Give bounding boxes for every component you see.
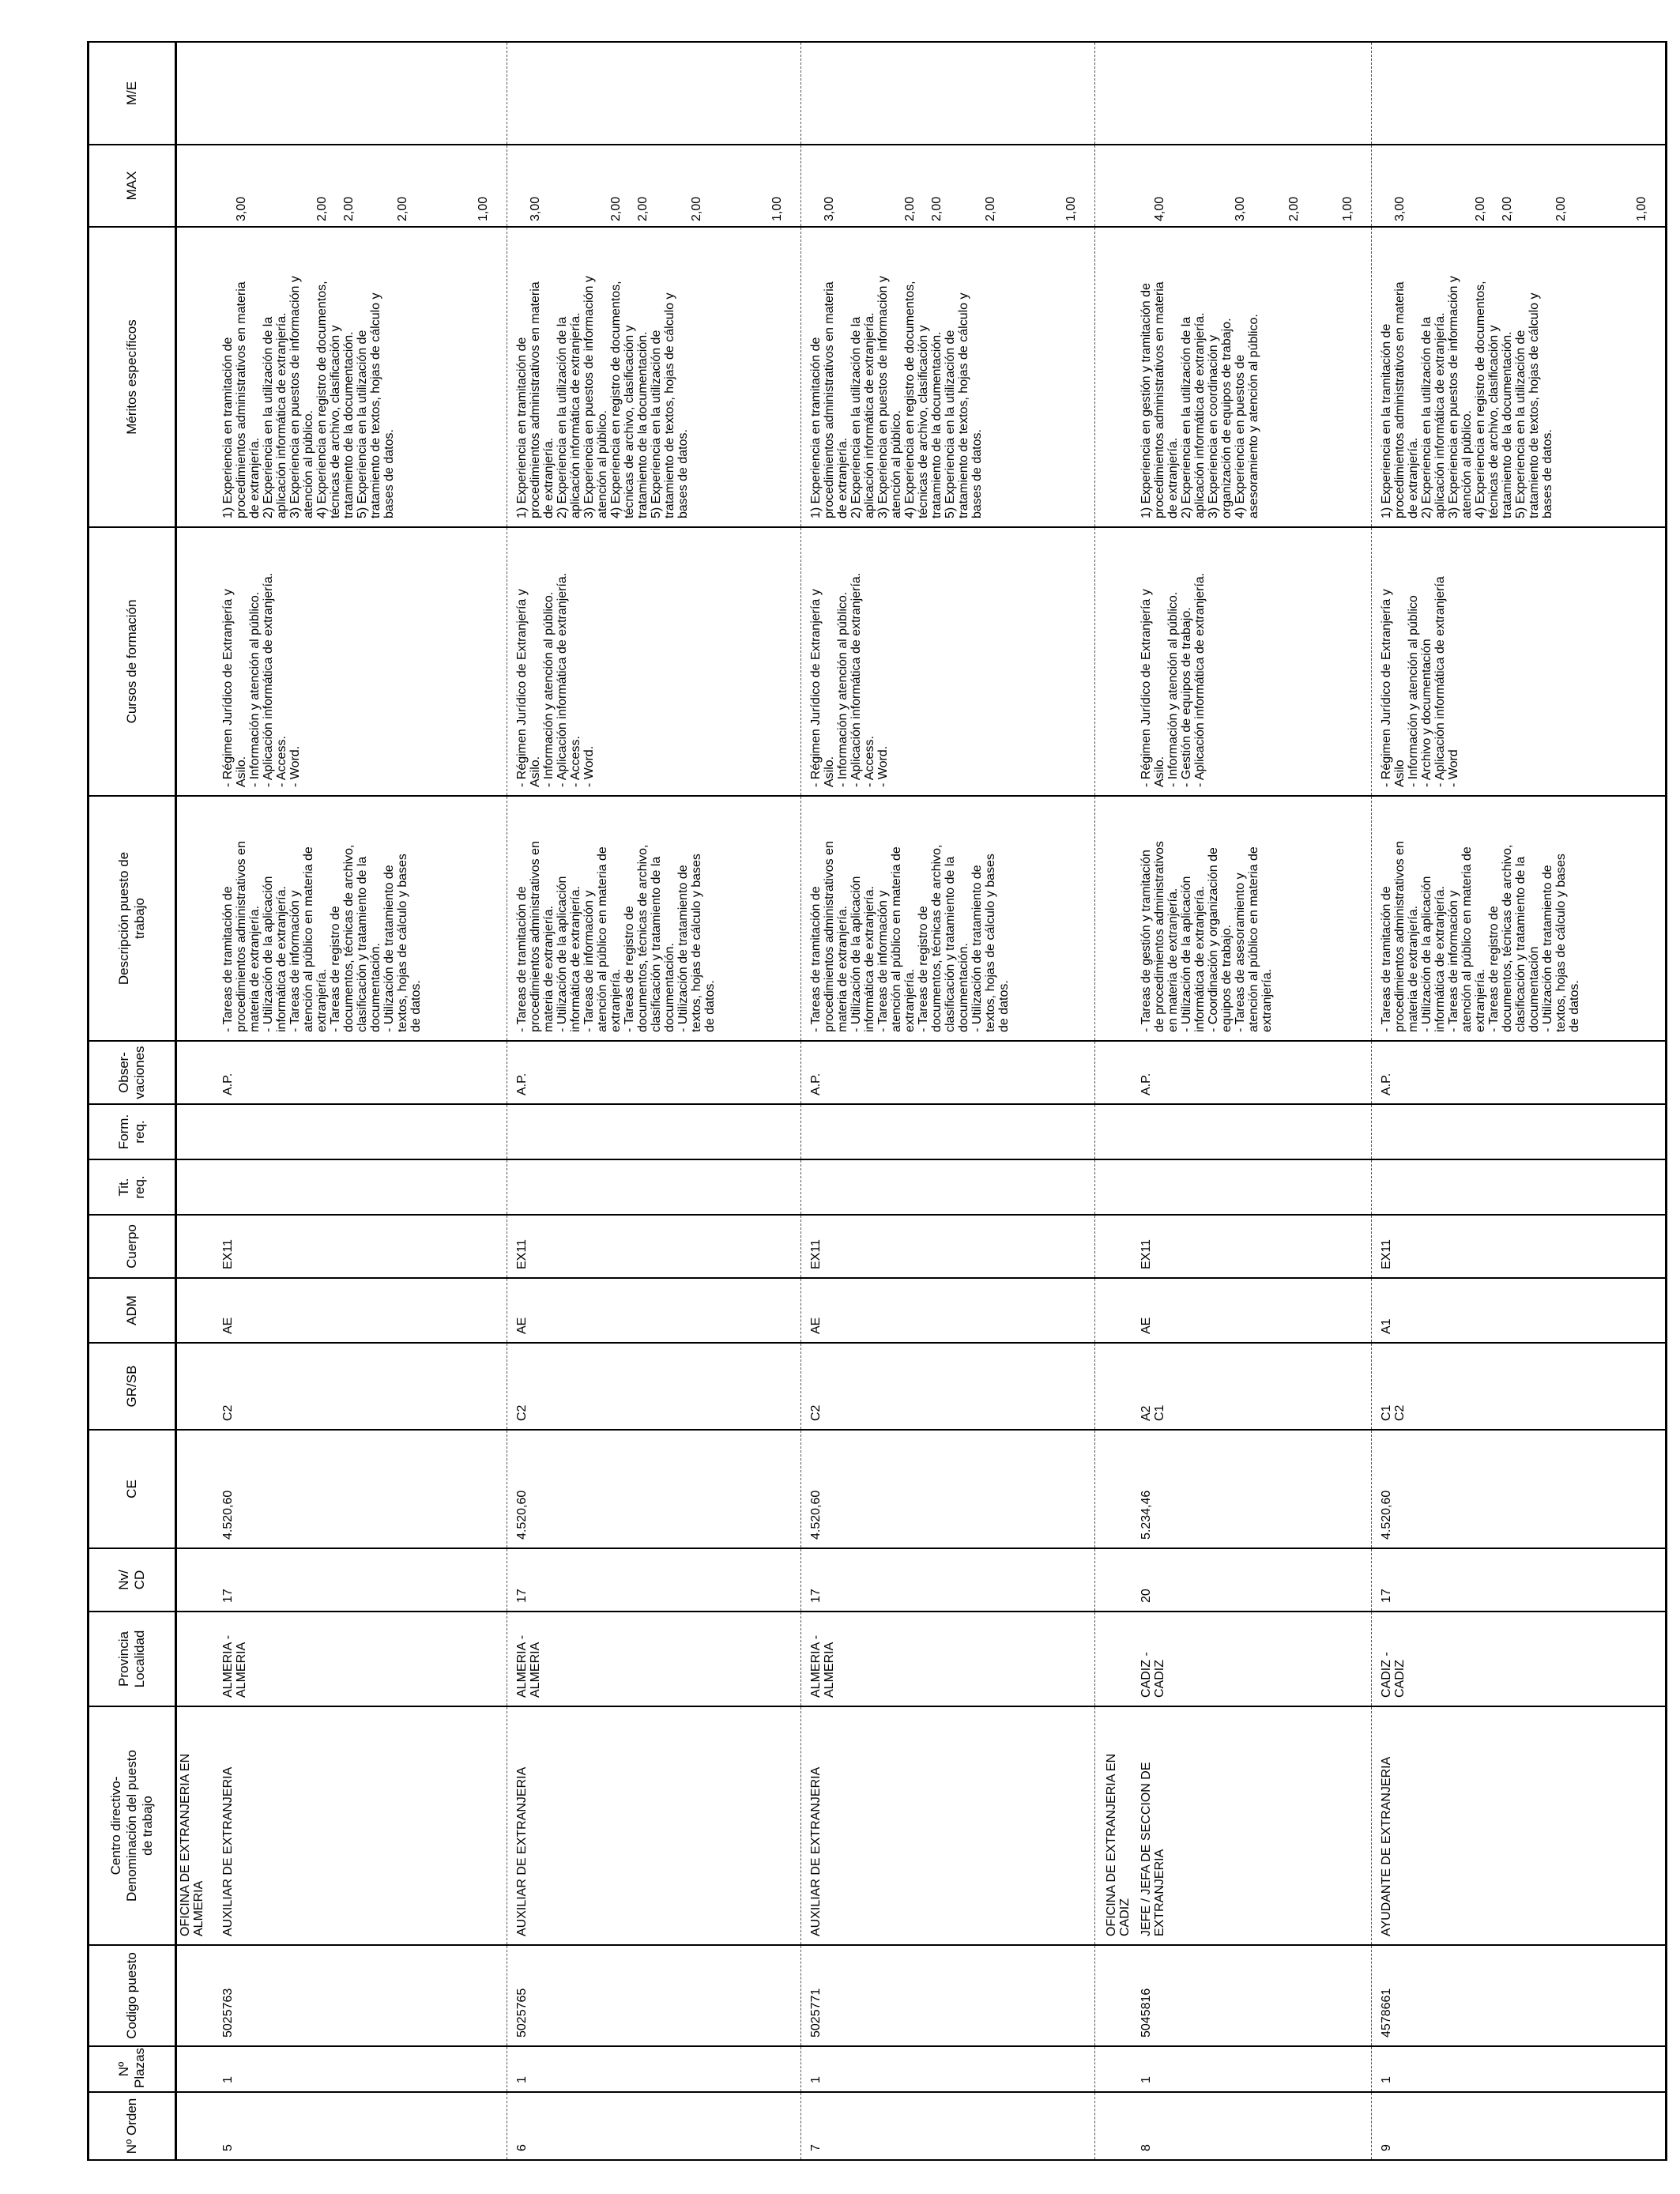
ce-cell: 4.520,60 <box>801 1430 1095 1548</box>
formacion-cell <box>507 1104 801 1159</box>
max-value <box>1011 150 1024 221</box>
header-cursos: Cursos de formación <box>89 527 176 796</box>
observaciones-cell: A.P. <box>213 1041 507 1104</box>
titulacion-cell <box>1132 1159 1372 1215</box>
max-value <box>369 150 382 221</box>
max-value <box>288 150 302 221</box>
header-orden: Nº Orden <box>89 2092 176 2160</box>
plazas-cell: 1 <box>213 2046 507 2092</box>
max-value <box>1180 150 1193 221</box>
formacion-cell <box>1372 1104 1667 1159</box>
orden-cell: 9 <box>1372 2092 1667 2160</box>
max-value <box>423 150 436 221</box>
unit-name: OFICINA DE EXTRANJERIA EN ALMERIA <box>176 1706 214 1945</box>
header-max: MAX <box>89 145 176 227</box>
nivel-cell: 17 <box>213 1548 507 1612</box>
table-header-row <box>89 42 176 2160</box>
max-cell <box>507 145 801 227</box>
descripcion-cell: - Tareas de gestión y tramitación de procedimientos administrativos en materia de extranjería. - Utilización de la aplicación informática de extranjería. - Coordinación y organización de equipos de trabajo. - Tareas de asesoramiento y atención al público en materia de extranjería. <box>1132 796 1372 1041</box>
observaciones-cell: A.P. <box>507 1041 801 1104</box>
max-value: 3,00 <box>529 196 542 221</box>
header-me: M/E <box>89 42 176 145</box>
descripcion-cell: - Tareas de tramitación de procedimientos administrativos en materia de extranjería. - Utilización de la aplicación informática de extranjería. - Tareas de información y atención al público en materia de extranjería. - Tareas de registro de documentos, técnicas de archivo, clasificación y tratamiento de la documentación - Utilización de tratamiento de textos, hojas de cálculo y bases de datos. <box>1372 796 1667 1041</box>
max-value: 2,00 <box>1474 196 1487 221</box>
titulacion-cell <box>1372 1159 1667 1215</box>
max-value: 2,00 <box>984 196 997 221</box>
max-value: 2,00 <box>1554 196 1568 221</box>
adm-cell: AE <box>213 1278 507 1343</box>
table-row <box>213 42 507 2160</box>
codigo-cell: 5025771 <box>801 1945 1095 2046</box>
me-cell <box>1132 42 1372 145</box>
provincia-cell: ALMERIA - ALMERIA <box>213 1612 507 1706</box>
grupo-cell: C2 <box>213 1343 507 1430</box>
table-row <box>507 42 801 2160</box>
adm-cell: AE <box>801 1278 1095 1343</box>
max-value <box>663 150 676 221</box>
header-titulacion: Tit. req. <box>89 1159 176 1215</box>
header-codigo: Codigo puesto <box>89 1945 176 2046</box>
centro-cell: AUXILIAR DE EXTRANJERIA <box>801 1706 1095 1945</box>
max-value: 2,00 <box>1501 196 1514 221</box>
codigo-cell: 4578661 <box>1372 1945 1667 2046</box>
max-value <box>744 150 757 221</box>
cursos-cell: - Régimen Jurídico de Extranjería y Asilo. - Información y atención al público. - Gestión de equipos de trabajo. - Aplicación informática de extranjería. <box>1132 527 1372 796</box>
cuerpo-cell: EX11 <box>507 1215 801 1278</box>
cursos-cell: - Régimen Jurídico de Extranjería y Asilo. - Información y atención al público. - Aplicación informática de extranjería. - Access. - Word. <box>801 527 1095 796</box>
codigo-cell: 5045816 <box>1132 1945 1372 2046</box>
max-value: 2,00 <box>396 196 409 221</box>
max-value: 1,00 <box>1635 196 1648 221</box>
max-value <box>1447 150 1460 221</box>
grupo-cell: C2 <box>507 1343 801 1430</box>
meritos-cell: 1) Experiencia en tramitación de procedimientos administrativos en materia de extranjería. 2) Experiencia en la utilización de la aplicación informática de extranjería. 3) Experiencia en puestos de información y atención al público. 4) Experiencia en registro de documentos, técnicas de archivo, clasificación y tratamiento de la documentación. 5) Experiencia en la utilización de tratamiento de textos, hojas de cálculo y bases de datos. <box>801 227 1095 527</box>
orden-cell: 5 <box>213 2092 507 2160</box>
max-value <box>450 150 463 221</box>
observaciones-cell: A.P. <box>1132 1041 1372 1104</box>
codigo-cell: 5025765 <box>507 1945 801 2046</box>
max-value <box>1260 150 1274 221</box>
max-value <box>849 150 863 221</box>
max-value <box>1581 150 1595 221</box>
centro-cell: JEFE / JEFA DE SECCION DE EXTRANJERIA <box>1132 1706 1372 1945</box>
max-value: 2,00 <box>609 196 623 221</box>
me-cell <box>507 42 801 145</box>
nivel-cell: 17 <box>1372 1548 1667 1612</box>
plazas-cell: 1 <box>801 2046 1095 2092</box>
header-ce: CE <box>89 1430 176 1548</box>
centro-cell: AUXILIAR DE EXTRANJERIA <box>213 1706 507 1945</box>
adm-cell: AE <box>1132 1278 1372 1343</box>
max-value <box>1207 150 1220 221</box>
orden-cell: 8 <box>1132 2092 1372 2160</box>
max-value: 2,00 <box>342 196 356 221</box>
max-value <box>1420 150 1433 221</box>
cuerpo-cell: EX11 <box>801 1215 1095 1278</box>
plazas-cell: 1 <box>1372 2046 1667 2092</box>
max-value: 4,00 <box>1153 196 1166 221</box>
centro-cell: AYUDANTE DE EXTRANJERIA <box>1372 1706 1667 1945</box>
plazas-cell: 1 <box>507 2046 801 2092</box>
cuerpo-cell: EX11 <box>213 1215 507 1278</box>
max-value: 2,00 <box>690 196 703 221</box>
plazas-cell: 1 <box>1132 2046 1372 2092</box>
header-grupo: GR/SB <box>89 1343 176 1430</box>
formacion-cell <box>213 1104 507 1159</box>
orden-cell: 6 <box>507 2092 801 2160</box>
max-value: 2,00 <box>930 196 944 221</box>
max-value <box>876 150 890 221</box>
provincia-cell: CADIZ - CADIZ <box>1372 1612 1667 1706</box>
titulacion-cell <box>801 1159 1095 1215</box>
codigo-cell: 5025763 <box>213 1945 507 2046</box>
max-value: 3,00 <box>1234 196 1247 221</box>
grupo-cell: C1 C2 <box>1372 1343 1667 1430</box>
me-cell <box>213 42 507 145</box>
meritos-cell: 1) Experiencia en tramitación de procedimientos administrativos en materia de extranjería. 2) Experiencia en la utilización de la aplicación informática de extranjería. 3) Experiencia en puestos de información y atención al público. 4) Experiencia en registro de documentos, técnicas de archivo, clasificación y tratamiento de la documentación. 5) Experiencia en la utilización de tratamiento de textos, hojas de cálculo y bases de datos. <box>213 227 507 527</box>
max-cell <box>213 145 507 227</box>
observaciones-cell: A.P. <box>1372 1041 1667 1104</box>
max-value <box>582 150 596 221</box>
table-row <box>801 42 1095 2160</box>
grupo-cell: C2 <box>801 1343 1095 1430</box>
ce-cell: 4.520,60 <box>1372 1430 1667 1548</box>
me-cell <box>801 42 1095 145</box>
table-row <box>1132 42 1372 2160</box>
ce-cell: 4.520,60 <box>507 1430 801 1548</box>
grupo-cell: A2 C1 <box>1132 1343 1372 1430</box>
job-positions-table <box>87 41 1667 2161</box>
cursos-cell: - Régimen Jurídico de Extranjería y Asilo. - Información y atención al público. - Aplicación informática de extranjería. - Access. - Word. <box>213 527 507 796</box>
nivel-cell: 17 <box>507 1548 801 1612</box>
max-value: 1,00 <box>1064 196 1078 221</box>
ce-cell: 5.234,46 <box>1132 1430 1372 1548</box>
descripcion-cell: - Tareas de tramitación de procedimientos administrativos en materia de extranjería. - Utilización de la aplicación informática de extranjería. - Tareas de información y atención al público en materia de extranjería. - Tareas de registro de documentos, técnicas de archivo, clasificación y tratamiento de la documentación. - Utilización de tratamiento de textos, hojas de cálculo y bases de datos. <box>507 796 801 1041</box>
document-sheet <box>87 43 1659 2161</box>
meritos-cell: 1) Experiencia en tramitación de procedimientos administrativos en materia de extranjería. 2) Experiencia en la utilización de la aplicación informática de extranjería. 3) Experiencia en puestos de información y atención al público. 4) Experiencia en registro de documentos, técnicas de archivo, clasificación y tratamiento de la documentación. 5) Experiencia en la utilización de tratamiento de textos, hojas de cálculo y bases de datos. <box>507 227 801 527</box>
header-provincia: Provincia Localidad <box>89 1612 176 1706</box>
formacion-cell <box>801 1104 1095 1159</box>
max-value: 1,00 <box>1341 196 1354 221</box>
ce-cell: 4.520,60 <box>213 1430 507 1548</box>
header-nivel: Nv/ CD <box>89 1548 176 1612</box>
cursos-cell: - Régimen Jurídico de Extranjería y Asilo. - Información y atención al público. - Aplicación informática de extranjería. - Access. - Word. <box>507 527 801 796</box>
max-value <box>1608 150 1622 221</box>
header-centro: Centro directivo- Denominación del puesto de trabajo <box>89 1706 176 1945</box>
max-cell <box>1132 145 1372 227</box>
max-cell <box>1372 145 1667 227</box>
max-value <box>556 150 569 221</box>
max-value: 3,00 <box>823 196 836 221</box>
max-value <box>717 150 730 221</box>
nivel-cell: 17 <box>801 1548 1095 1612</box>
me-cell <box>1372 42 1667 145</box>
orden-cell: 7 <box>801 2092 1095 2160</box>
max-value: 2,00 <box>315 196 329 221</box>
descripcion-cell: - Tareas de tramitación de procedimientos administrativos en materia de extranjería. - Utilización de la aplicación informática de extranjería. - Tareas de información y atención al público en materia de extranjería. - Tareas de registro de documentos, técnicas de archivo, clasificación y tratamiento de la documentación. - Utilización de tratamiento de textos, hojas de cálculo y bases de datos. <box>213 796 507 1041</box>
max-value: 2,00 <box>636 196 650 221</box>
nivel-cell: 20 <box>1132 1548 1372 1612</box>
provincia-cell: CADIZ - CADIZ <box>1132 1612 1372 1706</box>
cuerpo-cell: EX11 <box>1132 1215 1372 1278</box>
cursos-cell: - Régimen Jurídico de Extranjería y Asilo - Información y atención al público - Archivo y documentación - Aplicación informática de extranjería - Word <box>1372 527 1667 796</box>
max-value: 2,00 <box>903 196 917 221</box>
header-adm: ADM <box>89 1278 176 1343</box>
header-plazas: Nº Plazas <box>89 2046 176 2092</box>
formacion-cell <box>1132 1104 1372 1159</box>
max-value <box>1314 150 1328 221</box>
max-value <box>1527 150 1541 221</box>
unit-name: OFICINA DE EXTRANJERIA EN CADIZ <box>1095 1706 1132 1945</box>
max-value <box>957 150 970 221</box>
max-value <box>1038 150 1051 221</box>
centro-cell: AUXILIAR DE EXTRANJERIA <box>507 1706 801 1945</box>
header-descripcion: Descripción puesto de trabajo <box>89 796 176 1041</box>
max-value: 2,00 <box>1287 196 1301 221</box>
header-formacion: Form. req. <box>89 1104 176 1159</box>
meritos-cell: 1) Experiencia en la tramitación de procedimientos administrativos en materia de extranjería. 2) Experiencia en la utilización de la aplicación informática de extranjería. 3) Experiencia en puestos de información y atención al público. 4) Experiencia en registro de documentos, técnicas de archivo, clasificación y tratamiento de la documentación. 5) Experiencia en la utilización de tratamiento de textos, hojas de cálculo y bases de datos. <box>1372 227 1667 527</box>
titulacion-cell <box>213 1159 507 1215</box>
max-value: 3,00 <box>235 196 248 221</box>
unit-row <box>176 42 214 2160</box>
max-value <box>262 150 275 221</box>
max-value: 1,00 <box>477 196 490 221</box>
adm-cell: A1 <box>1372 1278 1667 1343</box>
observaciones-cell: A.P. <box>801 1041 1095 1104</box>
header-observaciones: Obser- vaciones <box>89 1041 176 1104</box>
provincia-cell: ALMERIA - ALMERIA <box>801 1612 1095 1706</box>
max-value: 3,00 <box>1393 196 1407 221</box>
adm-cell: AE <box>507 1278 801 1343</box>
max-value: 1,00 <box>770 196 784 221</box>
header-cuerpo: Cuerpo <box>89 1215 176 1278</box>
unit-row <box>1095 42 1132 2160</box>
cuerpo-cell: EX11 <box>1372 1215 1667 1278</box>
descripcion-cell: - Tareas de tramitación de procedimientos administrativos en materia de extranjería. - Utilización de la aplicación informática de extranjería. - Tareas de información y atención al público en materia de extranjería. - Tareas de registro de documentos, técnicas de archivo, clasificación y tratamiento de la documentación. - Utilización de tratamiento de textos, hojas de cálculo y bases de datos. <box>801 796 1095 1041</box>
meritos-cell: 1) Experiencia en gestión y tramitación de procedimientos administrativos en materia de extranjería. 2) Experiencia en la utilización de la aplicación informática de extranjería. 3) Experiencia en coordinación y organización de equipos de trabajo. 4) Experiencia en puestos de asesoramiento y atención al público. <box>1132 227 1372 527</box>
header-meritos: Méritos específicos <box>89 227 176 527</box>
provincia-cell: ALMERIA - ALMERIA <box>507 1612 801 1706</box>
table-row <box>1372 42 1667 2160</box>
max-cell <box>801 145 1095 227</box>
titulacion-cell <box>507 1159 801 1215</box>
